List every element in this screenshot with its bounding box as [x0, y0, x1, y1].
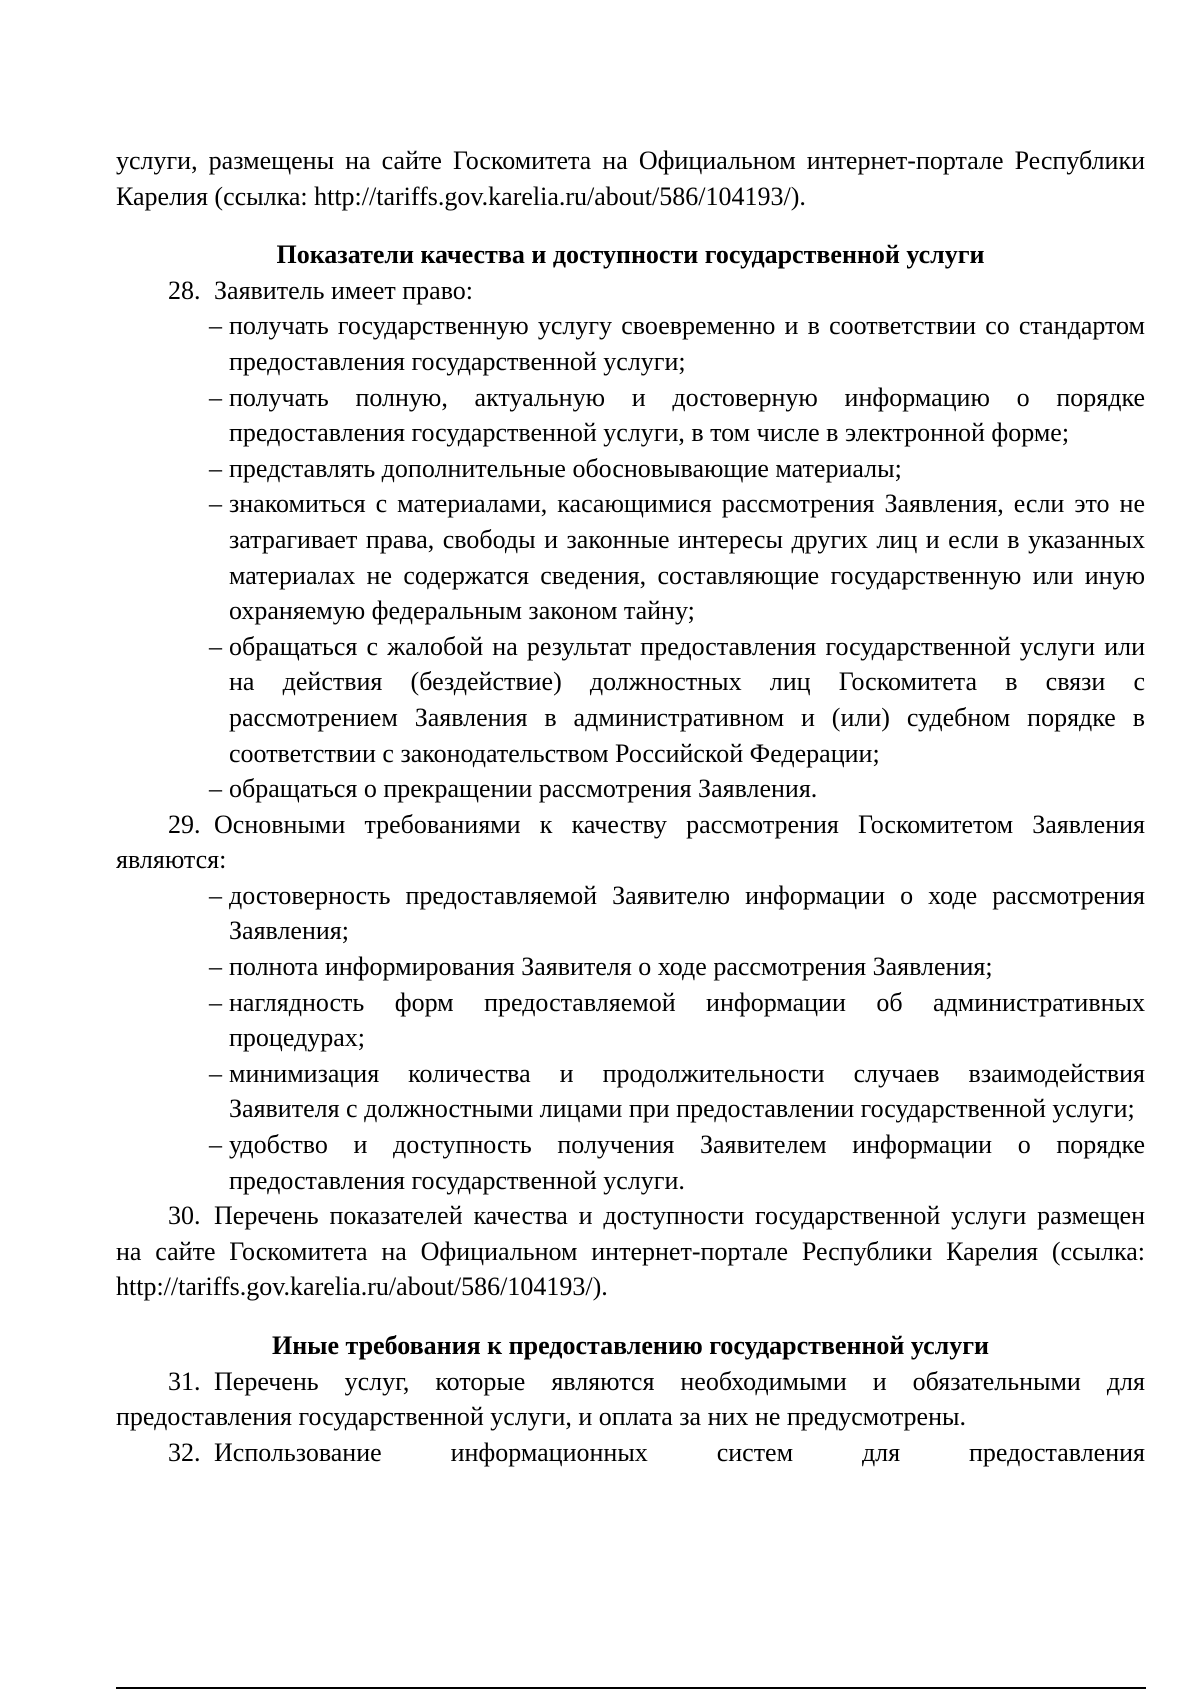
paragraph-number: 32.	[168, 1437, 201, 1467]
list-item-text: обращаться о прекращении рассмотрения Заявления.	[229, 774, 818, 804]
paragraph-text: Использование информационных систем для предоставления	[214, 1437, 1145, 1467]
list-item	[209, 629, 1145, 771]
dash-marker: –	[209, 382, 222, 412]
paragraph-31	[116, 1364, 1145, 1435]
list-item-text: обращаться с жалобой на результат предоставления государственной услуги или на действия (бездействие) должностных лиц Госкомитета в связи с рассмотрением Заявления в административном и (или) судебном порядке в соответствии с законодательством Российской Федерации;	[229, 631, 1145, 768]
paragraph-text: Перечень показателей качества и доступности государственной услуги размещен на сайте Госкомитета на Официальном интернет-портале Республики Карелия (ссылка: http://tariffs.gov.karelia.ru/about/586/104193/).	[116, 1201, 1145, 1302]
paragraph-number: 30.	[168, 1201, 201, 1231]
list-item-text: удобство и доступность получения Заявителем информации о порядке предоставления государственной услуги.	[229, 1130, 1145, 1195]
paragraph-number: 28.	[168, 275, 201, 305]
dash-marker: –	[209, 880, 222, 910]
document-body	[116, 143, 1145, 1470]
dash-marker: –	[209, 1130, 222, 1160]
list-item	[209, 1056, 1145, 1127]
dash-marker: –	[209, 952, 222, 982]
paragraph-number: 29.	[168, 809, 201, 839]
paragraph-text: Основными требованиями к качеству рассмотрения Госкомитетом Заявления являются:	[116, 809, 1145, 875]
dash-marker: –	[209, 489, 222, 519]
list-item-text: минимизация количества и продолжительности случаев взаимодействия Заявителя с должностными лицами при предоставлении государственной услуги;	[229, 1058, 1145, 1124]
list-item-text: достоверность предоставляемой Заявителю информации о ходе рассмотрения Заявления;	[229, 880, 1145, 946]
list-item	[209, 771, 1145, 807]
list-item	[209, 949, 1145, 985]
list-item	[209, 1127, 1145, 1198]
dash-marker: –	[209, 311, 222, 341]
dash-marker: –	[209, 631, 222, 661]
paragraph-text: Перечень услуг, которые являются необходимыми и обязательными для предоставления государственной услуги, и оплата за них не предусмотрены.	[116, 1366, 1145, 1432]
dash-marker: –	[209, 1058, 222, 1088]
list-item	[209, 308, 1145, 379]
list-item-text: знакомиться с материалами, касающимися рассмотрения Заявления, если это не затрагивает права, свободы и законные интересы других лиц и если в указанных материалах не содержатся сведения, составляющие государственную или иную охраняемую федеральным законом тайну;	[229, 489, 1145, 626]
paragraph-28	[116, 273, 1145, 309]
paragraph-29	[116, 807, 1145, 878]
dash-marker: –	[209, 453, 222, 483]
list-item	[209, 878, 1145, 949]
dash-marker: –	[209, 774, 222, 804]
list-item-text: представлять дополнительные обосновывающие материалы;	[229, 453, 902, 483]
list-item	[209, 380, 1145, 451]
list-item	[209, 486, 1145, 628]
section-heading-other-requirements: Иные требования к предоставлению государственной услуги	[271, 1331, 990, 1360]
dash-marker: –	[209, 987, 222, 1017]
list-item-text: получать государственную услугу своевременно и в соответствии со стандартом предоставления государственной услуги;	[229, 311, 1145, 376]
list-item	[209, 985, 1145, 1056]
list-item-text: полнота информирования Заявителя о ходе рассмотрения Заявления;	[229, 952, 993, 982]
list-item-text: наглядность форм предоставляемой информации об административных процедурах;	[229, 987, 1145, 1053]
footer-divider	[116, 1687, 1146, 1689]
paragraph-text: Заявитель имеет право:	[214, 275, 474, 305]
paragraph-32	[116, 1435, 1145, 1471]
paragraph-number: 31.	[168, 1366, 201, 1396]
list-item-text: получать полную, актуальную и достоверную информацию о порядке предоставления государственной услуги, в том числе в электронной форме;	[229, 382, 1145, 448]
list-item	[209, 451, 1145, 487]
intro-paragraph: услуги, размещены на сайте Госкомитета на Официальном интернет-портале Республики Карелия (ссылка: http://tariffs.gov.karelia.ru/about/586/104193/).	[116, 146, 1145, 211]
paragraph-30	[116, 1198, 1145, 1305]
section-heading-quality: Показатели качества и доступности государственной услуги	[276, 240, 985, 270]
